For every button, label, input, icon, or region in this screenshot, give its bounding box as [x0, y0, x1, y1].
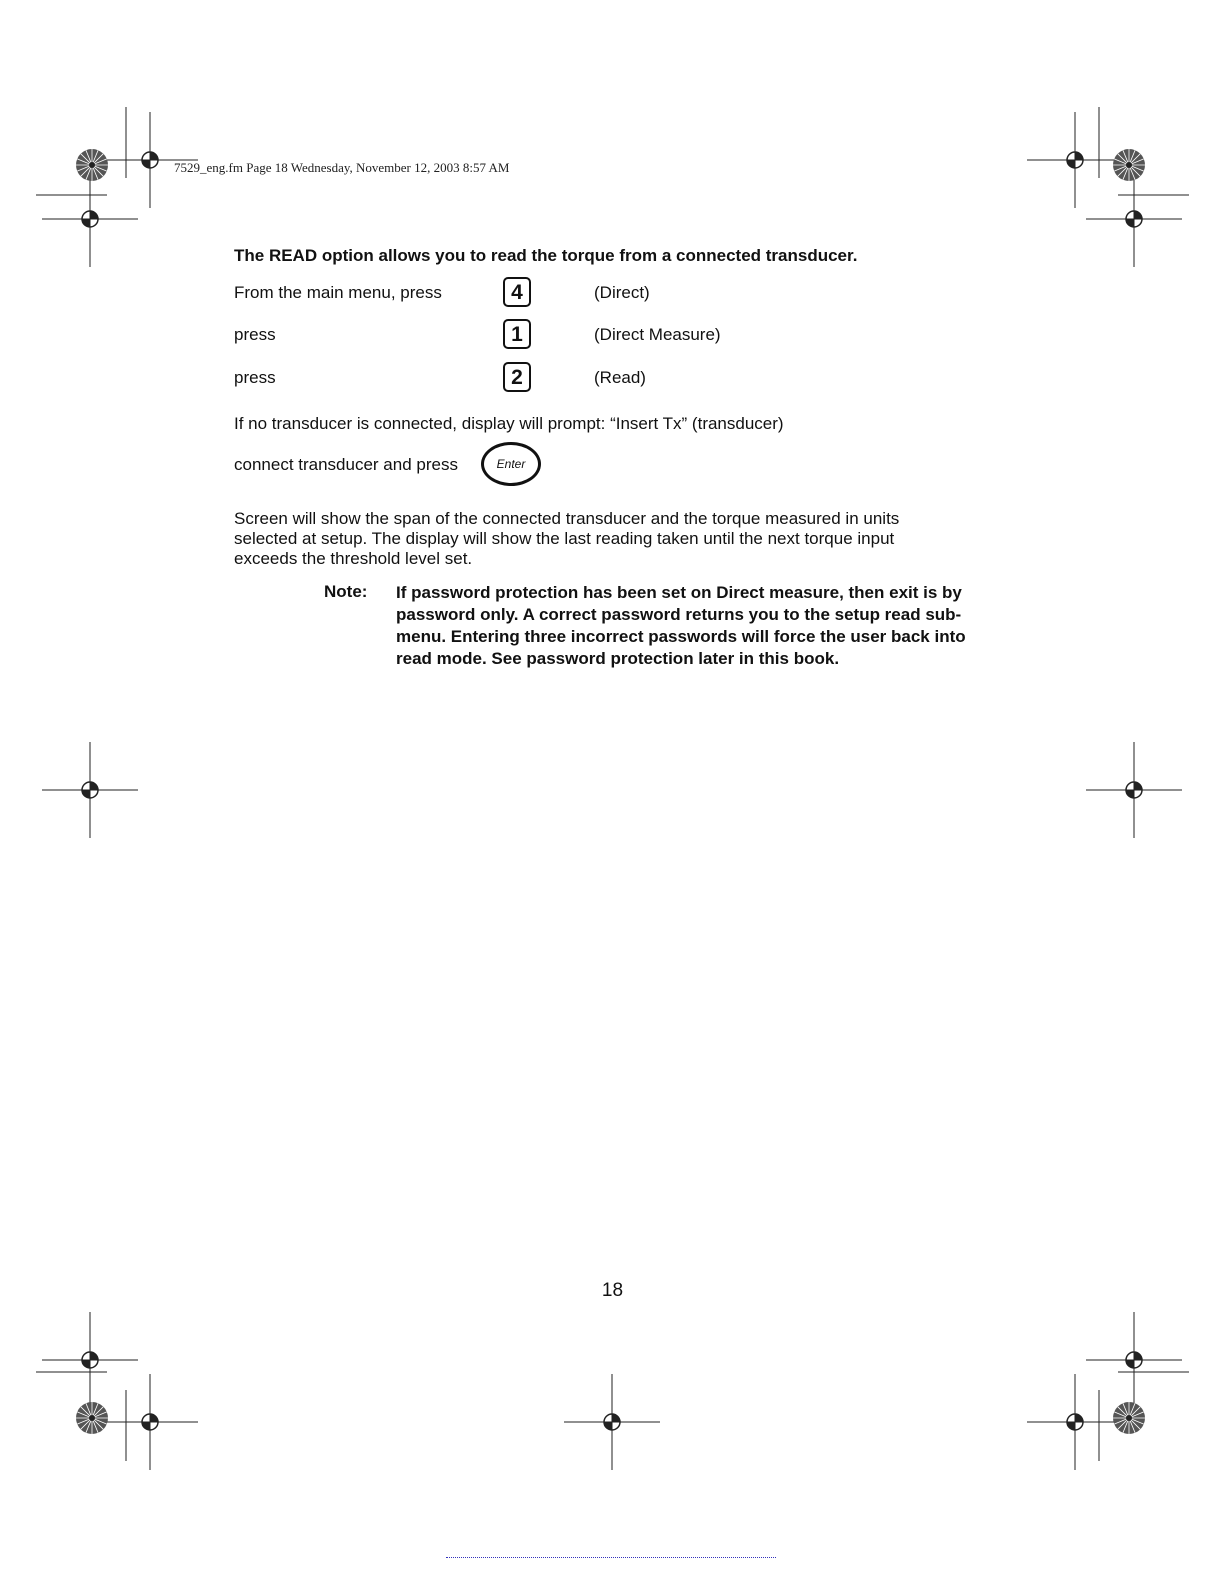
registration-crosshair-icon [42, 742, 138, 838]
color-starburst-icon [1113, 1402, 1145, 1434]
keypad-key-icon: 2 [503, 362, 531, 392]
note-text: If password protection has been set on Direct measure, then exit is by password only. A correct password returns you to the setup read sub-menu. Entering three incorrect passwords will force the user back into read mode. See password protection later in this book. [396, 583, 966, 668]
registration-crosshair-icon [564, 1374, 660, 1470]
keypad-key-icon: 4 [503, 277, 531, 307]
enter-key-icon: Enter [481, 442, 541, 486]
print-header-info: 7529_eng.fm Page 18 Wednesday, November 12, 2003 8:57 AM [174, 160, 510, 175]
page-number: 18 [601, 1280, 624, 1301]
registration-crosshair-icon [1027, 1374, 1123, 1470]
registration-crosshair-icon [1086, 1312, 1182, 1408]
registration-crosshair-icon [42, 1312, 138, 1408]
screen-description-paragraph: Screen will show the span of the connected transducer and the torque measured in units selected at setup. The display will show the last reading taken until the next torque input exceeds the threshold level set. [234, 509, 900, 568]
step-description: (Direct) [594, 283, 650, 302]
step-instruction: press [234, 368, 276, 387]
connect-instruction: connect transducer and press [234, 455, 458, 474]
registration-crosshair-icon [1086, 171, 1182, 267]
registration-crosshair-icon [1086, 742, 1182, 838]
no-transducer-paragraph: If no transducer is connected, display will prompt: “Insert Tx” (transducer) [234, 414, 784, 433]
keypad-key-icon: 1 [503, 319, 531, 349]
registration-crosshair-icon [42, 171, 138, 267]
crop-marks [36, 107, 1189, 1461]
step-instruction: From the main menu, press [234, 283, 442, 302]
registration-crosshair-icon [102, 112, 198, 208]
step-description: (Read) [594, 368, 646, 387]
registration-crosshair-icon [102, 1374, 198, 1470]
registration-crosshair-icon [1027, 112, 1123, 208]
intro-heading: The READ option allows you to read the torque from a connected transducer. [234, 246, 858, 265]
footer-dotted-rule [446, 1557, 776, 1558]
step-description: (Direct Measure) [594, 325, 721, 344]
note-label: Note: [324, 582, 368, 601]
color-starburst-icon [1113, 149, 1145, 181]
color-starburst-icon [76, 1402, 108, 1434]
color-starburst-icon [76, 149, 108, 181]
step-instruction: press [234, 325, 276, 344]
